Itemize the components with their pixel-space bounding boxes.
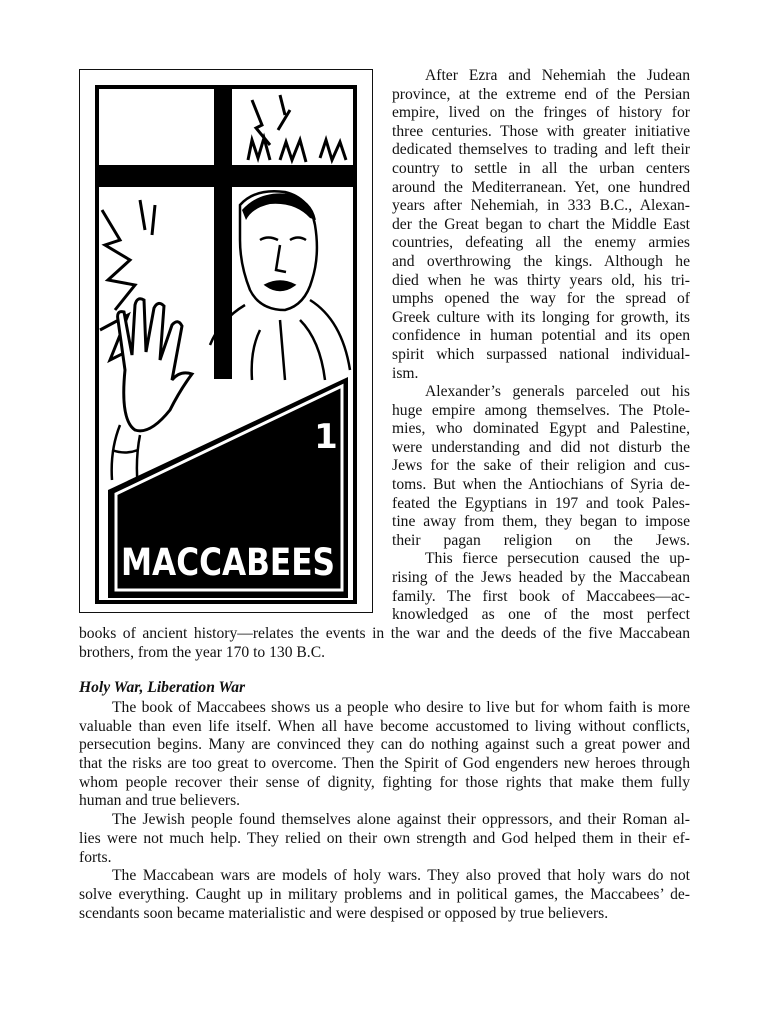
- text-line: persecution begins. Many are convinced they can do nothing against such a great power and: [79, 736, 690, 754]
- text-line: their pagan religion on the Jews.: [392, 531, 690, 549]
- text-line: human and true believers.: [79, 792, 241, 810]
- text-line: that the risks are too great to overcome. Then the Spirit of God engenders new heroes through: [79, 755, 690, 773]
- text-line: knowledged as one of the most perfect: [392, 606, 690, 624]
- maccabees-illustration: [79, 69, 373, 613]
- text-line: toms. But when the Antiochians of Syria de-: [392, 476, 690, 494]
- text-line: After Ezra and Nehemiah the Judean: [425, 67, 690, 84]
- text-line: Jews for the sake of their religion and cus-: [392, 457, 690, 475]
- text-line: der the Great began to chart the Middle East: [392, 215, 690, 233]
- text-line: and overthrowing the kings. Although he: [392, 252, 690, 270]
- illustration-drawing: [80, 70, 372, 612]
- text-line: valuable than even life itself. When all have become accustomed to living without conflicts,: [79, 717, 690, 735]
- text-line: three centuries. Those with greater initiative: [392, 122, 690, 140]
- text-line: lies were not much help. They relied on their own strength and God helped them in their ef-: [79, 829, 690, 847]
- text-line: province, at the extreme end of the Persian: [392, 85, 690, 103]
- text-line: books of ancient history—relates the events in the war and the deeds of the five Maccabean: [79, 625, 690, 642]
- text-line: The Maccabean wars are models of holy wars. They also proved that holy wars do not: [112, 867, 690, 885]
- text-line: tine away from them, they began to impose: [392, 513, 690, 531]
- section-heading: Holy War, Liberation War: [79, 679, 246, 696]
- text-line: around the Mediterranean. Yet, one hundred: [392, 178, 690, 196]
- text-line: empire, lived on the fringes of history for: [392, 104, 690, 122]
- text-line: huge empire among themselves. The Ptole-: [392, 401, 690, 419]
- text-line: scendants soon became materialistic and were despised or opposed by true believers.: [79, 904, 609, 922]
- text-line: umphs opened the way for the spread of: [392, 290, 690, 308]
- book-title: MACCABEES: [121, 541, 335, 584]
- intro-full-width: [79, 625, 690, 662]
- text-line: country to settle in all the urban centers: [392, 159, 690, 177]
- text-line: spirit which surpassed national individual-: [392, 345, 690, 363]
- text-line: were understanding and did not disturb the: [392, 438, 690, 456]
- text-line: brothers, from the year 170 to 130 B.C.: [79, 643, 325, 661]
- text-line: The book of Maccabees shows us a people who desire to live but for whom faith is more: [112, 699, 690, 716]
- text-line: family. The first book of Maccabees—ac-: [392, 587, 690, 605]
- intro-right-column: [392, 67, 690, 625]
- text-line: Alexander’s generals parceled out his: [425, 383, 690, 401]
- text-line: Greek culture with its longing for growth, its: [392, 308, 690, 326]
- text-line: died when he was thirty years old, his tri-: [392, 271, 690, 289]
- text-line: countries, defeating all the enemy armies: [392, 234, 690, 252]
- text-line: This fierce persecution caused the up-: [425, 550, 690, 568]
- text-line: rising of the Jews headed by the Maccabean: [392, 569, 690, 587]
- text-line: dedicated themselves to trading and left their: [392, 141, 690, 159]
- text-line: The Jewish people found themselves alone against their oppressors, and their Roman al-: [112, 811, 690, 829]
- text-line: mies, who dominated Egypt and Palestine,: [392, 420, 690, 438]
- section-body: [79, 699, 690, 923]
- text-line: years after Nehemiah, in 333 B.C., Alexan-: [392, 197, 690, 215]
- text-line: forts.: [79, 848, 112, 866]
- text-line: whom people recover their sense of dignity, fighting for those rights that make them fully: [79, 773, 690, 791]
- text-line: ism.: [392, 364, 419, 382]
- volume-number: 1: [314, 417, 338, 457]
- text-line: confidence in human potential and its open: [392, 327, 690, 345]
- text-line: solve everything. Caught up in military problems and in political games, the Maccabees’ de-: [79, 885, 690, 903]
- text-line: feated the Egyptians in 197 and took Pales-: [392, 494, 690, 512]
